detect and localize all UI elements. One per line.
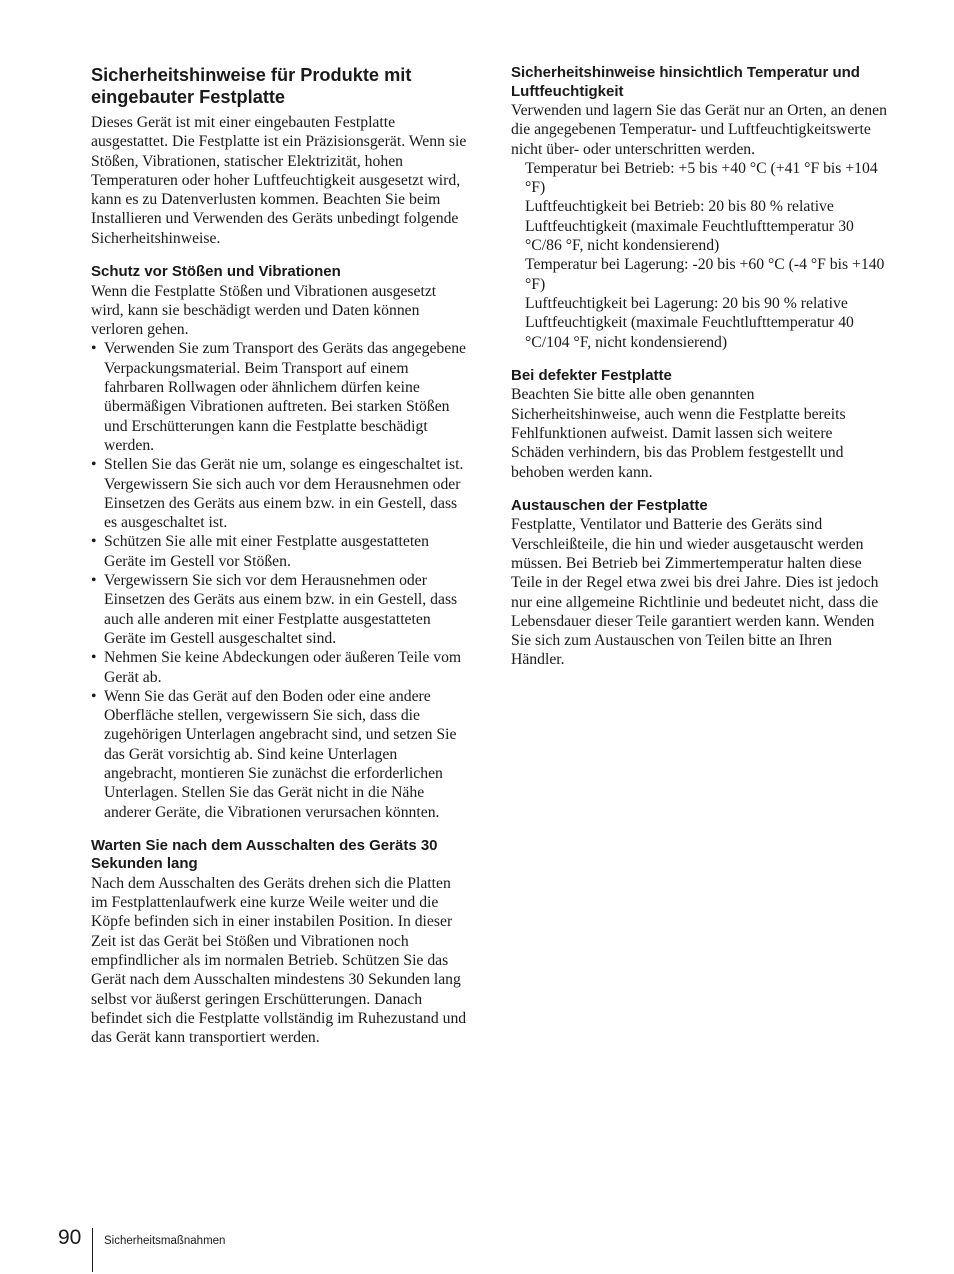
replace-paragraph: Festplatte, Ventilator und Batterie des Geräts sind Verschleißteile, die hin und wieder ausgetauscht werden müssen. Bei Betrieb bei Zimmertemperatur halten diese Teile in der Regel etwa zwei bis drei Jahre. Dies ist jedoch nur eine allgemeine Richtlinie und bedeutet nicht, dass die Lebensdauer dieser Teile garantiert werden kann. Wenden Sie sich zum Austauschen von Teilen bitte an Ihren Händler. — [511, 516, 879, 669]
list-item-text: Nehmen Sie keine Abdeckungen oder äußeren Teile vom Gerät ab. — [104, 649, 462, 686]
list-item — [91, 648, 467, 687]
shock-bullet-list — [91, 339, 467, 821]
list-item-text: Vergewissern Sie sich vor dem Herausnehmen oder Einsetzen des Geräts aus einem bzw. in ein Gestell, dass auch alle anderen mit einer Festplatte ausgestatteten Geräte im Gestell ausgeschaltet sind. — [104, 572, 458, 647]
list-item — [91, 339, 467, 455]
list-item — [91, 687, 467, 822]
list-item — [91, 455, 467, 532]
list-item — [91, 571, 467, 648]
bullet-icon: • — [91, 649, 97, 667]
temperature-intro-paragraph: Verwenden und lagern Sie das Gerät nur an Orten, an denen die angegebenen Temperatur- und Luftfeuchtigkeitswerte nicht über- oder unterschritten werden. — [511, 102, 887, 158]
spec-item: Luftfeuchtigkeit bei Betrieb: 20 bis 80 % relative Luftfeuchtigkeit (maximale Feuchtlufttemperatur 30 °C/86 °F, nicht kondensierend) — [525, 198, 854, 255]
footer-section-label: Sicherheitsmaßnahmen — [104, 1235, 226, 1247]
bullet-icon: • — [91, 687, 97, 705]
defect-heading: Bei defekter Festplatte — [511, 366, 672, 384]
spec-item: Luftfeuchtigkeit bei Lagerung: 20 bis 90 % relative Luftfeuchtigkeit (maximale Feuchtlufttemperatur 40 °C/104 °F, nicht kondensierend) — [525, 294, 854, 351]
footer-divider — [92, 1228, 93, 1272]
right-column — [511, 64, 887, 670]
replace-heading: Austauschen der Festplatte — [511, 496, 708, 514]
bullet-icon: • — [91, 572, 97, 590]
left-column — [91, 64, 467, 1048]
defect-paragraph: Beachten Sie bitte alle oben genannten Sicherheitshinweise, auch wenn die Festplatte bereits Fehlfunktionen aufweist. Damit lassen sich weitere Schäden verhindern, bis das Problem festgestellt und behoben werden kann. — [511, 386, 846, 481]
wait-paragraph: Nach dem Ausschalten des Geräts drehen sich die Platten im Festplattenlaufwerk eine kurze Weile weiter und die Köpfe befinden sich in einer instabilen Position. In dieser Zeit ist das Gerät bei Stößen und Vibrationen noch empfindlicher als im normalen Betrieb. Schützen Sie das Gerät nach dem Ausschalten mindestens 30 Sekunden lang selbst vor äußerst geringen Erschütterungen. Danach befindet sich die Festplatte vollständig im Ruhezustand und das Gerät kann transportiert werden. — [91, 874, 467, 1047]
temperature-spec-list — [511, 159, 887, 352]
shock-heading: Schutz vor Stößen und Vibrationen — [91, 263, 341, 281]
list-item-text: Verwenden Sie zum Transport des Geräts das angegebene Verpackungsmaterial. Beim Transport auf einem fahrbaren Rollwagen oder ähnlichem dürfen keine übermäßigen Vibrationen auftreten. Bei starken Stößen und Erschütterungen kann die Festplatte beschädigt werden. — [104, 340, 467, 454]
list-item — [91, 532, 467, 571]
intro-paragraph: Dieses Gerät ist mit einer eingebauten Festplatte ausgestattet. Die Festplatte ist ein Präzisionsgerät. Wenn sie Stößen, Vibrationen, statischer Elektrizität, hohen Temperaturen oder hoher Luftfeuchtigkeit ausgesetzt wird, kann es zu Datenverlusten kommen. Beachten Sie beim Installieren und Verwenden des Geräts unbedingt folgende Sicherheitshinweise. — [91, 114, 467, 247]
bullet-icon: • — [91, 456, 97, 474]
list-item-text: Stellen Sie das Gerät nie um, solange es eingeschaltet ist. Vergewissern Sie sich auch vor dem Herausnehmen oder Einsetzen des Geräts aus einem bzw. in ein Gestell, dass es ausgeschaltet ist. — [104, 456, 464, 532]
spec-item: Temperatur bei Betrieb: +5 bis +40 °C (+41 °F bis +104 °F) — [525, 159, 878, 197]
page-number: 90 — [58, 1226, 82, 1249]
bullet-icon: • — [91, 340, 97, 358]
spec-item: Temperatur bei Lagerung: -20 bis +60 °C (-4 °F bis +140 °F) — [525, 256, 885, 293]
bullet-icon: • — [91, 533, 97, 551]
wait-heading: Warten Sie nach dem Ausschalten des Geräts 30 Sekunden lang — [91, 836, 438, 873]
list-item-text: Wenn Sie das Gerät auf den Boden oder eine andere Oberfläche stellen, vergewissern Sie sich, dass die zugehörigen Unterlagen angebracht sind, und setzen Sie das Gerät vorsichtig ab. Sind keine Unterlagen angebracht, montieren Sie zunächst die erforderlichen Unterlagen. Stellen Sie das Gerät nicht in die Nähe anderer Geräte, die Vibrationen verursachen könnten. — [104, 687, 457, 821]
list-item-text: Schützen Sie alle mit einer Festplatte ausgestatteten Geräte im Gestell vor Stößen. — [104, 533, 429, 570]
temperature-heading: Sicherheitshinweise hinsichtlich Temperatur und Luftfeuchtigkeit — [511, 64, 860, 100]
section-title: Sicherheitshinweise für Produkte mit eingebauter Festplatte — [91, 65, 412, 107]
shock-intro-paragraph: Wenn die Festplatte Stößen und Vibrationen ausgesetzt wird, kann sie beschädigt werden und Daten können verloren gehen. — [91, 282, 437, 339]
